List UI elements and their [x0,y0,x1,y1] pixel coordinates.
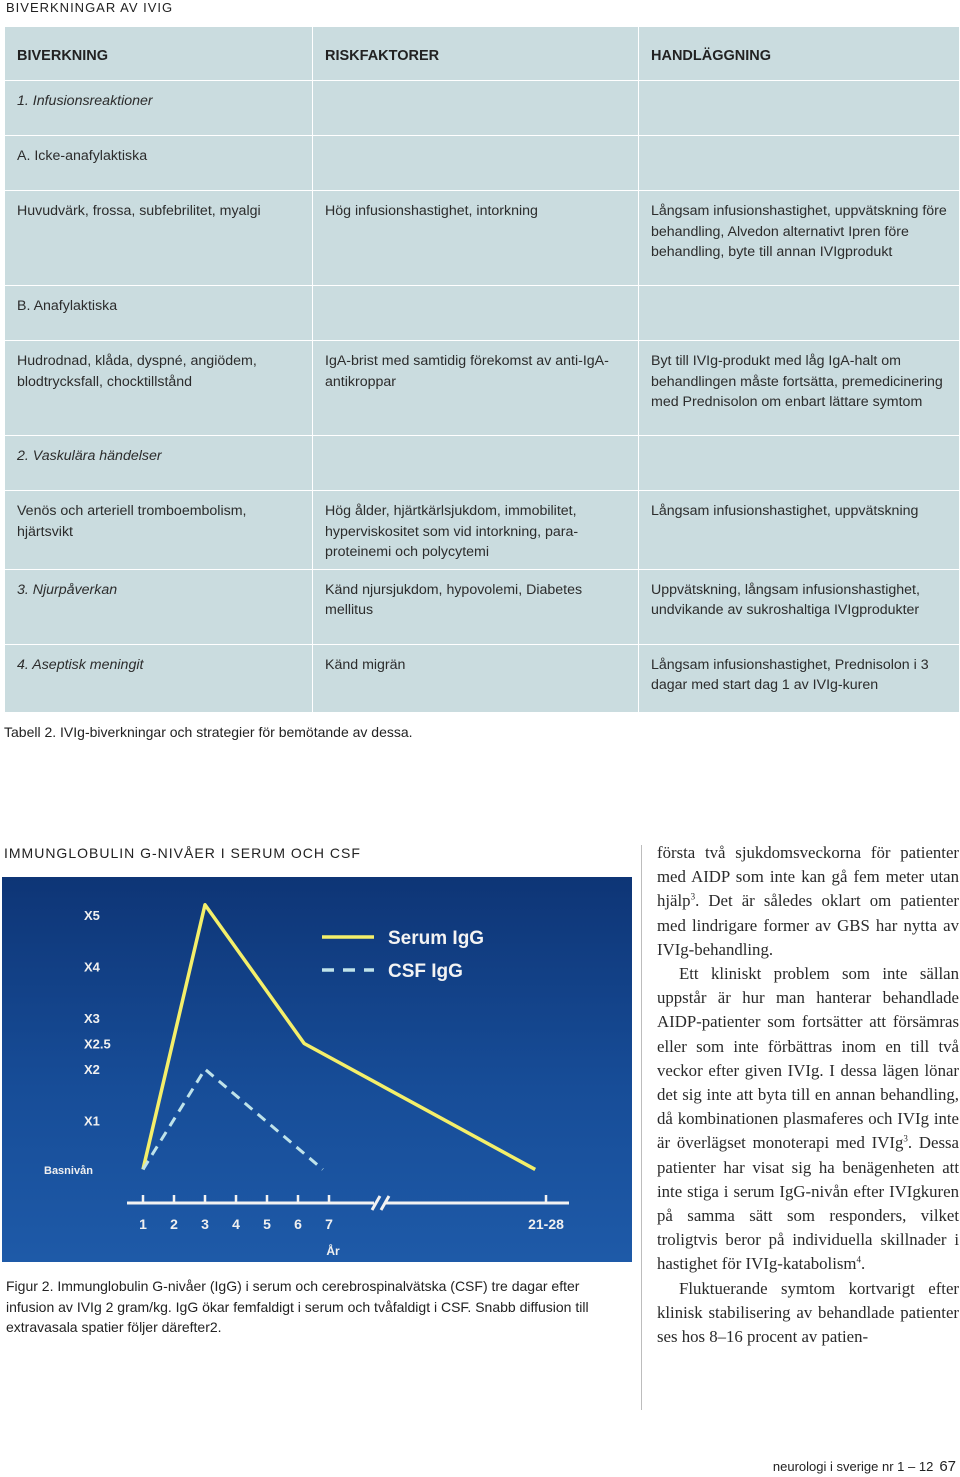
legend-label: Serum IgG [388,928,485,949]
paragraph: Ett kliniskt problem som inte sällan uppstår är hur man hanterar behandlade AIDP-patienter som fortsätter att försämras eller som inte förbättras inom en till två veckor efter given IVIg. I dessa lägen lönar det sig inte att byta till en annan behandling, då kombinationen plasmaferes och IVIg inte är överlägset monoterapi med IVIg$^3$. Dessa patienter har visat sig ha benägenheten att inte stiga i serum IgG-nivån efter IVIgkuren på samma sätt som responders, vilket troligtvis beror på individuella skillnader i hastighet för IVIg-katabolism$^4$. [657,964,959,1274]
column-divider [641,845,642,1410]
page-footer [773,1458,956,1475]
figure-caption: Figur 2. Immunglobulin G-nivåer (IgG) i serum och cerebrospinalvätska (CSF) tre dagar efter infusion av IVIg 2 gram/kg. IgG ökar femfaldigt i serum och tvåfaldigt i CSF. Snabb diffusion till extravasala spatier följer därefter2. [6,1278,589,1335]
table-cell: B. Anafylaktiska [5,286,313,341]
table-cell: Huvudvärk, frossa, subfebrilitet, myalgi [5,191,313,286]
table-row [5,81,960,136]
table-cell: Hög infusionshastighet, intorkning [313,191,639,286]
x-tick-label: 7 [325,1216,333,1232]
table-cell: 1. Infusionsreaktioner [5,81,313,136]
column-header-handlaggning: HANDLÄGGNING [639,27,960,81]
y-tick-label: X4 [84,959,100,975]
table-cell [639,436,960,491]
page-number: 67 [939,1458,956,1475]
y-tick-label: X2 [84,1062,100,1078]
table-cell: Känd njursjukdom, hypovolemi, Diabetes mellitus [313,569,639,644]
x-tick-label: 4 [232,1216,240,1232]
table-row [5,436,960,491]
figure-section-title: IMMUNGLOBULIN G-NIVÅER I SERUM OCH CSF [4,845,361,861]
table-cell [639,81,960,136]
table-row [5,569,960,644]
table-cell [639,286,960,341]
table-cell: Långsam infusionshastighet, uppvätskning [639,491,960,570]
table-row [5,286,960,341]
column-header-riskfaktorer: RISKFAKTORER [313,27,639,81]
table-cell: 4. Aseptisk meningit [5,644,313,712]
paragraph: första två sjukdomsveckorna för patienter med AIDP som inte kan gå fem meter utan hjälp$^3$. Det är således oklart om patienter med lindrigare former av GBS har nytta av IVIg-behandling. [657,843,959,959]
table-cell: IgA-brist med samtidig förekomst av anti-IgA-antikroppar [313,341,639,436]
table-row [5,191,960,286]
table-cell: Långsam infusionshastighet, Prednisolon i 3 dagar med start dag 1 av IVIg-kuren [639,644,960,712]
table-cell: Venös och arteriell tromboembolism, hjärtsvikt [5,491,313,570]
journal-name: neurologi i sverige nr 1 – 12 [772,1459,934,1474]
table-cell: Känd migrän [313,644,639,712]
y-tick-label: X3 [84,1010,100,1026]
table-header-row [5,27,960,81]
table-row [5,491,960,570]
igg-chart-svg [2,877,632,1262]
page-section-title: BIVERKNINGAR AV IVIG [6,0,174,15]
table-row [5,136,960,191]
table-cell [313,286,639,341]
table-cell: Hög ålder, hjärtkärlsjukdom, immobilitet, hyperviskositet som vid intorkning, paraproteinemi och polycytemi [313,491,639,570]
table-cell: Långsam infusionshastighet, uppvätskning före behandling, Alvedon alternativt Ipren före behandling, byte till annan IVIgprodukt [639,191,960,286]
y-tick-label: X2.5 [84,1036,111,1052]
column-header-biverkning: BIVERKNING [5,27,313,81]
x-tick-label: 6 [294,1216,302,1232]
x-tick-label: 5 [263,1216,271,1232]
y-tick-label: Basnivån [44,1165,93,1177]
legend-label: CSF IgG [388,961,463,982]
table-cell: Hudrodnad, klåda, dyspné, angiödem, blodtrycksfall, chocktillstånd [5,341,313,436]
table-cell [313,136,639,191]
table-row [5,341,960,436]
x-tick-label: 2 [170,1216,178,1232]
adverse-effects-table [4,26,960,713]
x-axis-label: År [326,1244,340,1258]
table-cell [639,136,960,191]
x-tick-label: 21-28 [528,1216,564,1232]
article-body [657,841,959,1349]
table-cell [313,436,639,491]
y-tick-label: X1 [84,1113,100,1129]
table-cell: 3. Njurpåverkan [5,569,313,644]
paragraph: Fluktuerande symtom kortvarigt efter klinisk stabilisering av behandlade patienter ses hos 8–16 procent av patien- [657,1278,959,1347]
x-tick-label: 3 [201,1216,209,1232]
table-cell [313,81,639,136]
table-cell: 2. Vaskulära händelser [5,436,313,491]
table-row [5,644,960,712]
igg-chart [2,877,632,1262]
table-cell: A. Icke-anafylaktiska [5,136,313,191]
table-caption: Tabell 2. IVIg-biverkningar och strategier för bemötande av dessa. [4,724,413,740]
x-tick-label: 1 [139,1216,147,1232]
y-tick-label: X5 [84,908,100,923]
table-cell: Uppvätskning, långsam infusionshastighet, undvikande av sukroshaltiga IVIgprodukter [639,569,960,644]
table-cell: Byt till IVIg-produkt med låg IgA-halt om behandlingen måste fortsätta, premedicinering med Prednisolon om enbart lättare symtom [639,341,960,436]
